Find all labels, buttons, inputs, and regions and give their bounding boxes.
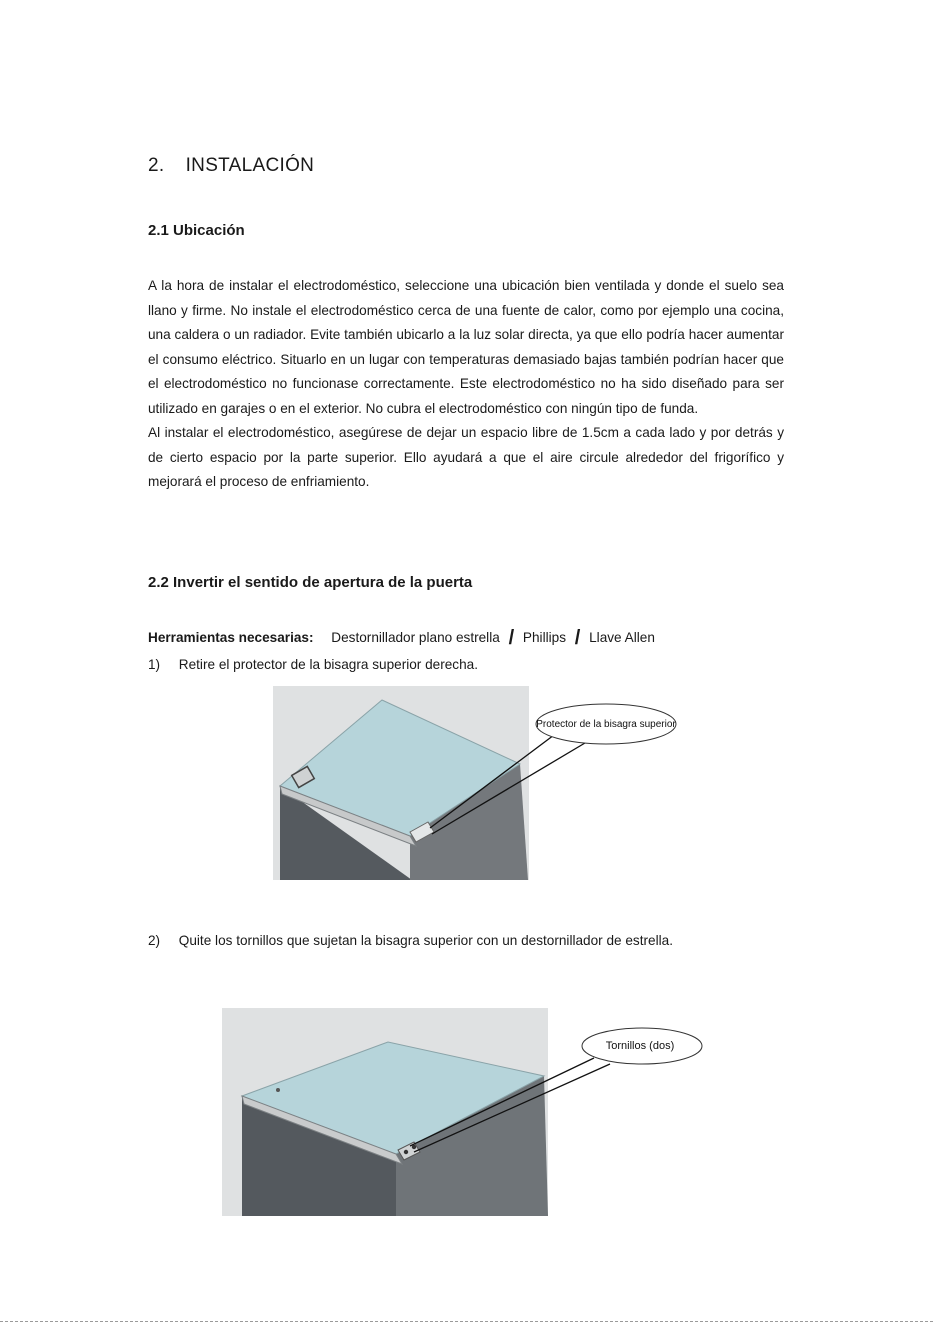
callout-label: Protector de la bisagra superior (536, 719, 676, 730)
figure-hinge-protector (270, 686, 680, 882)
tools-label: Herramientas necesarias: (148, 630, 314, 645)
screw (404, 1150, 408, 1154)
step-text: Retire el protector de la bisagra superior derecha. (178, 657, 479, 672)
ubicacion-paragraph: A la hora de instalar el electrodoméstico, seleccione una ubicación bien ventilada y donde el suelo sea llano y firme. No instale el electrodoméstico cerca de una fuente de calor, como por ejemplo una cocina, una caldera o un radiador. Evite también ubicarlo a la luz solar directa, ya que ello podría hacer aumentar el consumo eléctrico. Situarlo en un lugar con temperaturas demasiado bajas también podrían hacer que el electrodoméstico no funcionase correctamente. Este electrodoméstico no ha sido diseñado para ser utilizado en garajes o en el exterior. No cubra el electrodoméstico con ningún tipo de funda. (148, 278, 784, 416)
step-text: Quite los tornillos que sujetan la bisagra superior con un destornillador de estrella. (178, 933, 673, 948)
section-number: 2. (148, 155, 165, 176)
step-2 (148, 933, 673, 948)
screw (276, 1088, 280, 1092)
tools-line (148, 627, 655, 650)
callout-label: Tornillos (dos) (605, 1040, 675, 1052)
step-number: 2) (148, 933, 161, 948)
tool-item: Destornillador plano estrella (331, 630, 500, 645)
ubicacion-paragraph: Al instalar el electrodoméstico, asegúrese de dejar un espacio libre de 1.5cm a cada lado y por detrás y de cierto espacio por la parte superior. Ello ayudará a que el aire circule alrededor del frigorífico y mejorará el proceso de enfriamiento. (148, 425, 784, 489)
figure-hinge-screws (218, 1006, 712, 1220)
section-heading (148, 155, 314, 177)
tool-item: Phillips (522, 630, 566, 645)
step-number: 1) (148, 657, 161, 672)
subsection-heading-ubicacion: 2.1 Ubicación (148, 222, 245, 239)
section-title: INSTALACIÓN (185, 155, 315, 176)
ubicacion-body (148, 274, 784, 495)
tool-item: Llave Allen (589, 630, 655, 645)
page-bottom-border (0, 1321, 933, 1322)
subsection-heading-puerta: 2.2 Invertir el sentido de apertura de la puerta (148, 574, 473, 591)
step-1 (148, 657, 478, 672)
tool-separator: / (574, 627, 581, 649)
tool-separator: / (508, 627, 515, 649)
